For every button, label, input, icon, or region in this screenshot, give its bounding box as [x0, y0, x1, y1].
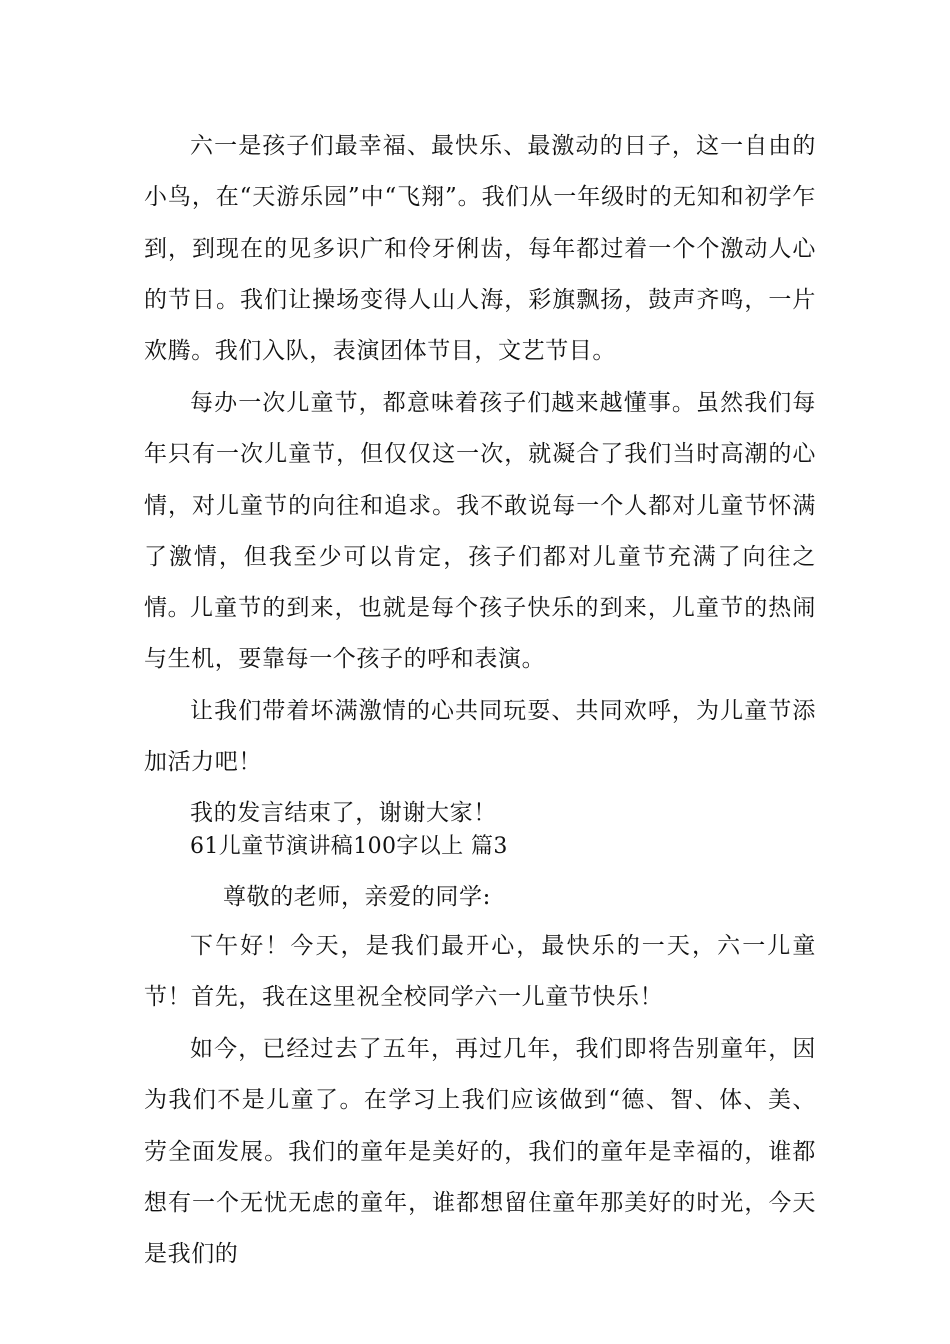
section-heading: 61儿童节演讲稿100字以上 篇3 [190, 834, 508, 859]
paragraph-arrival: 儿童节的到来，也就是每个孩子快乐的到来，儿童节的热闹与生机，要靠每一个孩子的呼和表演。 [144, 595, 816, 673]
greeting-line: 尊敬的老师，亲爱的同学: [223, 884, 491, 910]
paragraph-closing: 我的发言结束了，谢谢大家！ [190, 800, 497, 826]
paragraph-call-to-action: 让我们带着坏满激情的心共同玩耍、共同欢呼，为儿童节添加活力吧！ [144, 698, 816, 776]
paragraph-five-years: 如今，已经过去了五年，再过几年，我们即将告别童年，因为我们不是儿童了。在学习上我们应该做到“德、智、体、美、劳全面发展。我们的童年是美好的，我们的童年是幸福的，谁都想有一个无忧无虑的童年，谁都想留住童年那美好的时光，今天是我们的 [144, 1036, 816, 1268]
paragraph-children-day-joy: 六一是孩子们最幸福、最快乐、最激动的日子，这一自由的小鸟，在“天游乐园”中“飞翔”。我们从一年级时的无知和初学乍到，到现在的见多识广和伶牙俐齿，每年都过着一个个激动人心的节日。我们让操场变得人山人海，彩旗飘扬，鼓声齐鸣，一片欢腾。我们入队，表演团体节目，文艺节目。 [144, 133, 816, 365]
paragraph-good-afternoon: 下午好！今天，是我们最开心，最快乐的一天，六一儿童节！首先，我在这里祝全校同学六一儿童节快乐！ [144, 933, 816, 1011]
paragraph-each-childrens-day: 每办一次儿童节，都意味着孩子们越来越懂事。虽然我们每年只有一次儿童节，但仅仅这一次，就凝合了我们当时高潮的心情，对儿童节的向往和追求。我不敢说每一个人都对儿童节怀满了激情，但我至少可以肯定，孩子们都对儿童节充满了向往之情。 [144, 390, 816, 622]
